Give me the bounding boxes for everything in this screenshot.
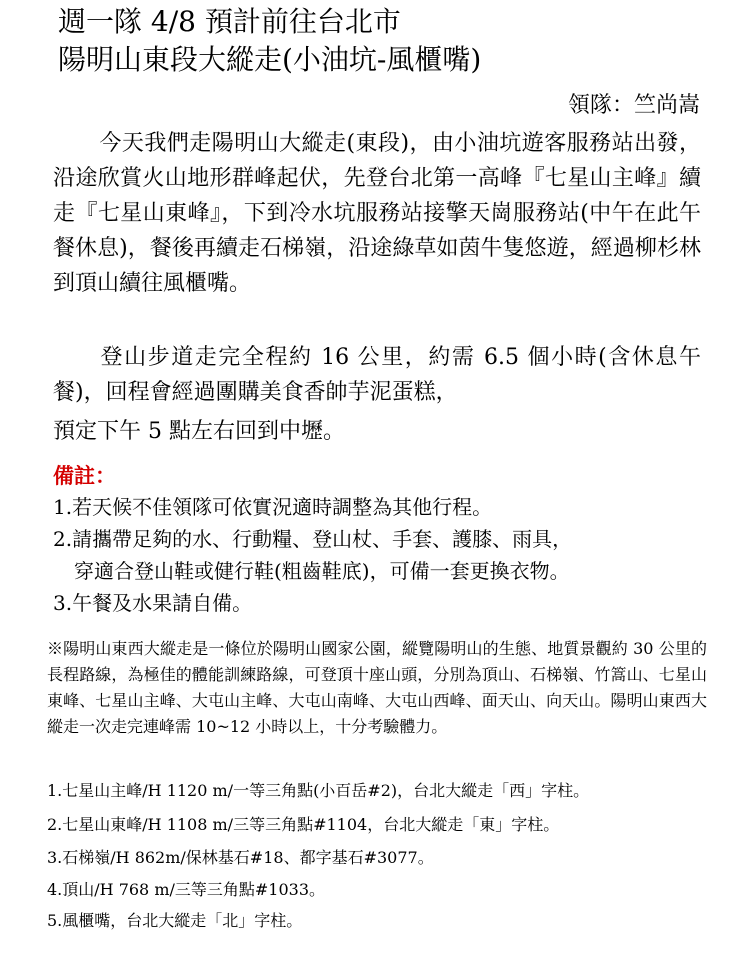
notes-heading: 備註： bbox=[53, 464, 116, 488]
peak-item: 3.石梯嶺/H 862m/保林基石#18、都字基石#3077。 bbox=[47, 848, 434, 867]
peak-item: 5.風櫃嘴，台北大縱走「北」字柱。 bbox=[47, 911, 303, 930]
note-item-1: 1.若天候不佳領隊可依實況適時調整為其他行程。 bbox=[53, 495, 493, 519]
intro-paragraph-1-text: 今天我們走陽明山大縱走(東段)，由小油坑遊客服務站出發，沿途欣賞火山地形群峰起伏，先登台北第一高峰『七星山主峰』續走『七星山東峰』，下到冷水坑服務站接擎天崗服務站(中午在此午餐休息)，餐後再續走石梯嶺，沿途綠草如茵牛隻悠遊，經過柳杉林到頂山續往風櫃嘴。 bbox=[53, 131, 701, 296]
peak-item: 2.七星山東峰/H 1108 m/三等三角點#1104，台北大縱走「東」字柱。 bbox=[47, 815, 560, 834]
note-item-2-line-2: 穿適合登山鞋或健行鞋(粗齒鞋底)，可備一套更換衣物。 bbox=[74, 559, 570, 583]
peak-item: 1.七星山主峰/H 1120 m/一等三角點(小百岳#2)，台北大縱走「西」字柱。 bbox=[47, 781, 590, 800]
note-item-2-line-1: 2.請攜帶足夠的水、行動糧、登山杖、手套、護膝、雨具， bbox=[53, 527, 573, 551]
title-line-1: 週一隊 4/8 預計前往台北市 bbox=[58, 5, 401, 38]
title-line-2: 陽明山東段大縱走(小油坑-風櫃嘴) bbox=[58, 43, 482, 76]
intro-paragraph-3: 預定下午 5 點左右回到中壢。 bbox=[53, 419, 345, 444]
trail-description: ※陽明山東西大縱走是一條位於陽明山國家公園，縱覽陽明山的生態、地質景觀約 30 公里的長程路線，為極佳的體能訓練路線，可登頂十座山頭，分別為頂山、石梯嶺、竹篙山、七星山東峰、七星山主峰、大屯山主峰、大屯山南峰、大屯山西峰、面天山、向天山。陽明山東西大縱走一次走完連峰需 10~12 小時以上，十分考驗體力。 bbox=[47, 639, 707, 736]
team-leader: 領隊：竺尚嵩 bbox=[567, 93, 700, 118]
peak-item: 4.頂山/H 768 m/三等三角點#1033。 bbox=[47, 880, 326, 899]
intro-paragraph-2-text: 登山步道走完全程約 16 公里，約需 6.5 個小時(含休息午餐)，回程會經過團購美食香帥芋泥蛋糕， bbox=[53, 345, 701, 405]
intro-paragraph-1 bbox=[53, 126, 701, 336]
intro-paragraph-2 bbox=[53, 340, 701, 410]
note-item-3: 3.午餐及水果請自備。 bbox=[53, 591, 253, 615]
